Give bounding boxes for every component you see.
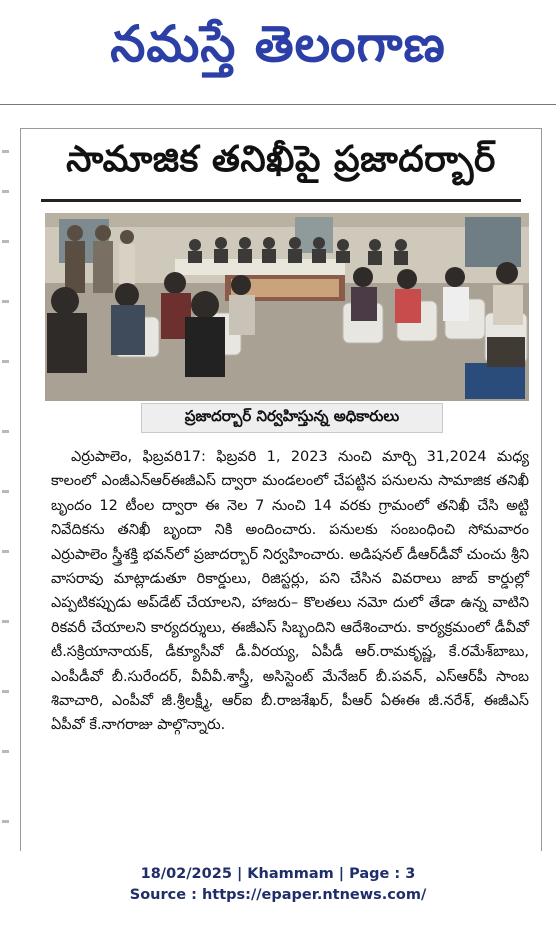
headline-rule <box>41 199 521 202</box>
article-clipping <box>20 128 542 851</box>
edition-info: 18/02/2025 | Khammam | Page : 3 <box>140 866 416 882</box>
article-body: ఎర్రుపాలెం, ఫిబ్రవరి17: ఫిబ్రవరి 1, 2023 నుంచి మార్చి 31,2024 మధ్య కాలంలో ఎంజీఎన్‌ఆర్‌ఈజీఎస్ ద్వారా మండలంలో చేపట్టిన పనులను సామాజిక తనిఖీ బృందం 12 టీంల ద్వారా ఈ నెల 7 నుంచి 14 వరకు గ్రామంలో తనిఖీ చేసి అట్టి నివేదికను తనిఖీ బృందా నికి అందించారు. పనులకు సంబంధించి సోమవారం ఎర్రుపాలెం స్త్రీశక్తి భవన్‌లో ప్రజాదర్బార్ నిర్వహించారు. అడిషనల్ డీఆర్‌డీవో చుంచు శ్రీని వాసరావు మాట్లాడుతూ రికార్డులు, రిజిస్టర్లు, పని చేసిన వివరాలు జాబ్ కార్డుల్లో ఎప్పటికప్పుడు అప్‌డేట్ చేయాలని, హాజరు– కొలతలు నమో దులో తేడా ఉన్న వాటిని రికవరీ చేయాలని కార్యదర్శులు, ఈజీఎస్ సిబ్బందిని ఆదేశించారు. కార్యక్రమంలో డీవీవో టీ.సక్రియానాయక్, డీక్యూసీవో డీ.వీరయ్య, ఏపీడీ ఆర్.రామకృష్ణ, కే.రమేశ్‌బాబు, ఎంపీడీవో బీ.సురేందర్, వీవీవీ.శాస్త్రీ, అసిస్టెంట్ మేనేజర్ బీ.పవన్, ఎస్ఆర్‌పీ సాంబ శివాచారి, ఎంపీవో జీ.శ్రీలక్ష్మీ, ఆర్ఐ బీ.రాజశేఖర్, పీఆర్ ఏఈఈ జీ.నరేశ్, ఈజీఎస్ ఏపీవో కే.నాగరాజు పాల్గొన్నారు. <box>51 449 529 734</box>
source-link[interactable]: Source : https://epaper.ntnews.com/ <box>129 887 427 903</box>
meeting-photo-illustration <box>45 213 529 401</box>
adjacent-column-edge <box>0 130 12 850</box>
page-footer <box>0 864 556 906</box>
newspaper-logo: నమస్తే తెలంగాణ <box>110 14 446 73</box>
photo-caption: ప్రజాదర్బార్ నిర్వహిస్తున్న అధికారులు <box>141 403 443 433</box>
article-photo <box>45 213 529 401</box>
masthead <box>0 0 556 100</box>
masthead-divider <box>0 104 556 105</box>
article-headline: సామాజిక తనిఖీపై ప్రజాదర్బార్ <box>66 139 496 180</box>
